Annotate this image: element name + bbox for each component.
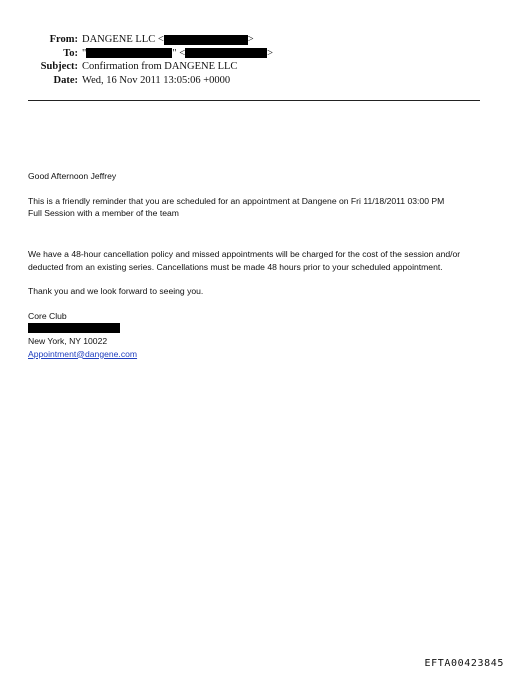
from-label: From:: [49, 34, 78, 45]
subject-value: Confirmation from DANGENE LLC: [82, 61, 238, 72]
thanks-line: Thank you and we look forward to seeing you.: [28, 286, 204, 297]
document-id: EFTA00423845: [424, 658, 504, 669]
email-link[interactable]: Appointment@dangene.com: [28, 348, 138, 359]
policy-paragraph: We have a 48-hour cancellation policy and missed appointments will be charged for the cost of the session and/or deducted from an existing series. Cancellations must be made 48 hours prior to your scheduled appointment.: [28, 249, 461, 272]
date-row: [24, 74, 444, 88]
date-value: Wed, 16 Nov 2011 13:05:06 +0000: [82, 74, 231, 86]
from-value: DANGENE LLC <: [82, 34, 164, 45]
to-label: To:: [63, 47, 78, 59]
header-divider: [28, 100, 480, 101]
redaction-bar: [185, 48, 267, 58]
to-value: ": [82, 47, 87, 59]
redaction-bar: [164, 35, 248, 45]
date-label: Date:: [53, 74, 78, 86]
greeting: Good Afternoon Jeffrey: [28, 171, 117, 181]
from-end: >: [247, 34, 254, 45]
email-header: [24, 33, 444, 87]
email-body: [28, 170, 488, 360]
to-row: [24, 47, 444, 61]
reminder-line: This is a friendly reminder that you are scheduled for an appointment at Dangene on Fri 11/18/2011 03:00 PM: [28, 195, 445, 206]
subject-row: [24, 60, 444, 74]
session-line: Full Session with a member of the team: [28, 207, 179, 218]
to-mid: " <: [172, 47, 186, 59]
from-row: [24, 33, 444, 47]
redaction-bar: [28, 323, 120, 333]
subject-label: Subject:: [40, 61, 78, 72]
to-end: >: [267, 47, 274, 59]
signature-name: Core Club: [28, 310, 67, 321]
redaction-bar: [86, 48, 172, 58]
signature-city: New York, NY 10022: [28, 336, 108, 347]
